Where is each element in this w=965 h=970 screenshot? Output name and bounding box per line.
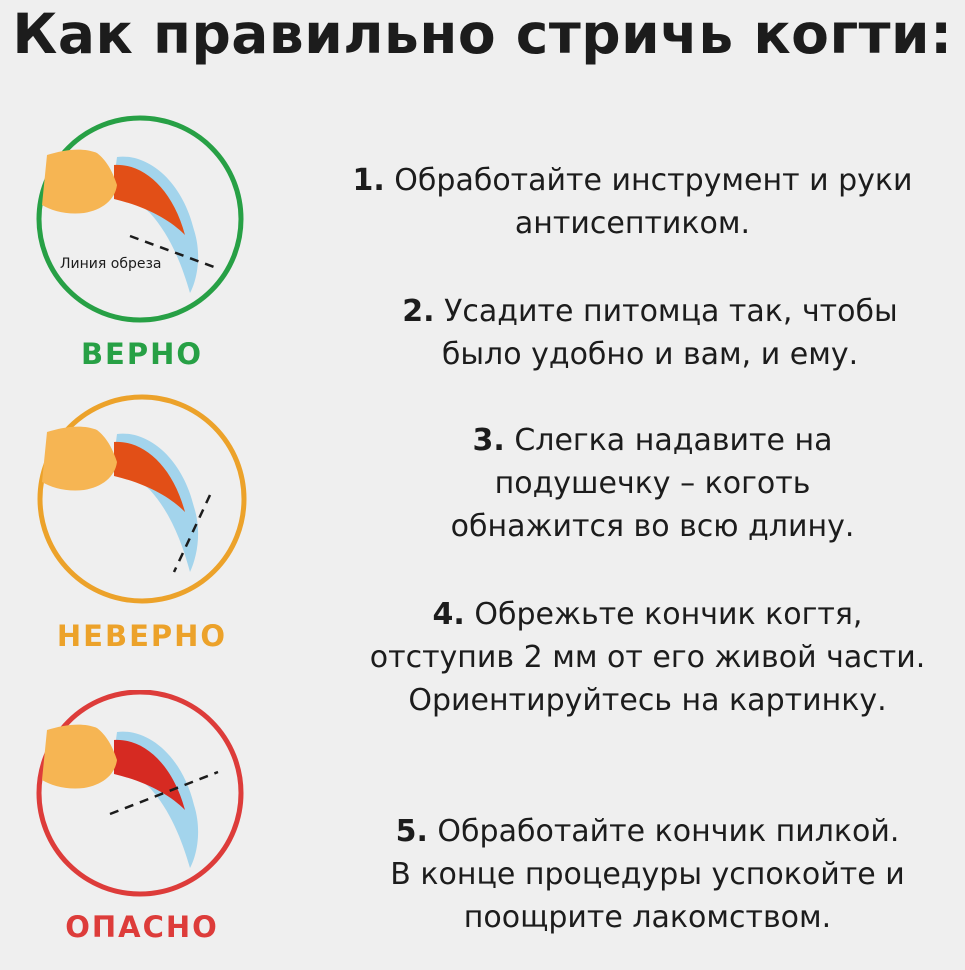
step-line: подушечку – коготь: [494, 466, 811, 501]
step-number: 2.: [402, 294, 435, 329]
step-line: поощрите лакомством.: [463, 900, 832, 935]
step-2: [335, 290, 965, 376]
step-number: 1.: [352, 163, 385, 198]
step-3: [340, 419, 965, 548]
step-line: антисептиком.: [514, 206, 751, 241]
step-number: 5.: [395, 814, 428, 849]
verdict-danger: ОПАСНО: [65, 910, 219, 944]
step-number: 4.: [432, 597, 465, 632]
step-line: Обрежьте кончик когтя,: [474, 597, 863, 632]
step-line: обнажится во всю длину.: [450, 509, 855, 544]
correct-claw-panel: [22, 115, 262, 375]
verdict-correct: ВЕРНО: [80, 337, 204, 371]
danger-claw-panel: [22, 690, 262, 950]
step-line: было удобно и вам, и ему.: [441, 337, 859, 372]
step-1: [300, 159, 965, 245]
cut-line-label: Линия обреза: [60, 256, 162, 272]
step-line: В конце процедуры успокойте и: [390, 857, 905, 892]
step-5: [330, 810, 965, 939]
verdict-wrong: НЕВЕРНО: [56, 619, 228, 653]
correct-claw-icon: [22, 115, 262, 330]
wrong-claw-panel: [22, 392, 262, 652]
step-line: Усадите питомца так, чтобы: [444, 294, 898, 329]
step-line: Ориентируйтесь на картинку.: [408, 683, 887, 718]
page-title: Как правильно стричь когти:: [12, 2, 953, 66]
step-line: Слегка надавите на: [514, 423, 833, 458]
step-line: Обработайте инструмент и руки: [394, 163, 913, 198]
step-line: Обработайте кончик пилкой.: [437, 814, 900, 849]
step-4: [330, 593, 965, 722]
step-line: отступив 2 мм от его живой части.: [369, 640, 926, 675]
danger-claw-icon: [22, 690, 262, 905]
step-number: 3.: [472, 423, 505, 458]
wrong-claw-icon: [22, 392, 262, 612]
